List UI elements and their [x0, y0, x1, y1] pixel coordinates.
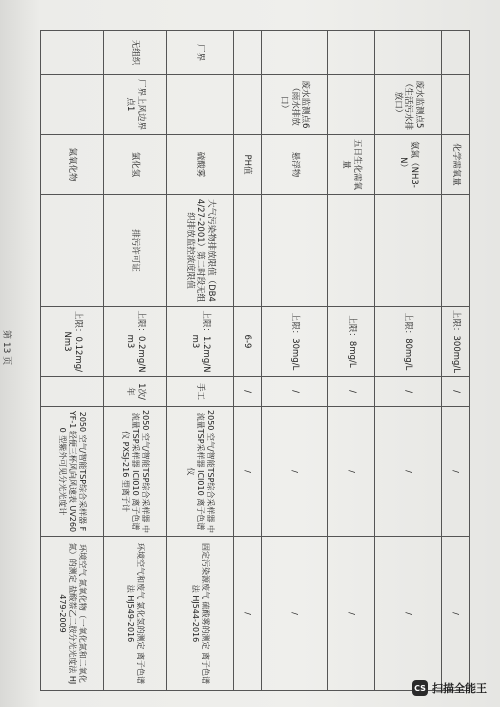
cell-limit: 上限：1.2mg/Nm3 — [167, 307, 233, 377]
cell-item: 氯化氢 — [104, 135, 167, 195]
cell-point — [328, 75, 375, 135]
table-row — [441, 31, 469, 691]
cell-method: 固定污染源废气 硫酸雾的测定 离子色谱法 HJ544-2016 — [167, 537, 233, 691]
cell-item: 五日生化需氧量 — [328, 135, 375, 195]
scanner-logo — [412, 680, 487, 696]
cell-source: 无组织 — [104, 31, 167, 75]
cell-equipment: 2050 空气/智能TSP综合采样器 FYF-1 轻便三杯风向风速表 UV2600 型紫外可见分光光度计 — [41, 407, 104, 537]
cell-freq: / — [328, 377, 375, 407]
cell-point — [233, 75, 261, 135]
cell-item: 硫酸雾 — [167, 135, 233, 195]
table-row — [104, 31, 167, 691]
cell-equipment: / — [261, 407, 327, 537]
cell-source — [261, 31, 327, 75]
page-number: 第 13 页 — [1, 330, 11, 366]
cell-source — [233, 31, 261, 75]
cell-source — [375, 31, 441, 75]
cell-point: 废水监测点6（雨水排放口） — [261, 75, 327, 135]
cell-standard: 大气污染物排放限值（DB44/27-2001）第二时段无组织排放监控浓度限值 — [167, 195, 233, 307]
logo-text: 扫描全能王 — [432, 682, 487, 695]
table-row — [375, 31, 441, 691]
cell-standard — [375, 195, 441, 307]
cs-logo-icon: CS — [412, 680, 428, 696]
cell-freq: / — [375, 377, 441, 407]
cell-standard — [233, 195, 261, 307]
cell-limit: 上限：8mg/L — [328, 307, 375, 377]
cell-standard — [441, 195, 469, 307]
cell-source — [328, 31, 375, 75]
cell-standard — [328, 195, 375, 307]
cell-limit: 上限：30mg/L — [261, 307, 327, 377]
cell-method: 环境空气和废气 氯化氢的测定 离子色谱法 HJ549-2016 — [104, 537, 167, 691]
cell-equipment: 2050 空气/智能TSP综合采样器 中流量TSP采样器 ICI010 离子色谱仪 — [167, 407, 233, 537]
cell-method: / — [328, 537, 375, 691]
cell-method: / — [261, 537, 327, 691]
cell-item: 化学需氧量 — [441, 135, 469, 195]
cell-limit: 上限：300mg/L — [441, 307, 469, 377]
cell-point — [441, 75, 469, 135]
cell-freq: / — [441, 377, 469, 407]
table-row — [328, 31, 375, 691]
cell-standard — [261, 195, 327, 307]
cell-freq: / — [261, 377, 327, 407]
cell-item: 氨氮（NH3-N） — [375, 135, 441, 195]
cell-source — [441, 31, 469, 75]
cell-point — [41, 75, 104, 135]
cell-method: / — [375, 537, 441, 691]
cell-limit: 上限：0.2mg/Nm3 — [104, 307, 167, 377]
cell-limit: 上限：0.12mg/Nm3 — [41, 307, 104, 377]
cell-item: 氮氧化物 — [41, 135, 104, 195]
table-row — [233, 31, 261, 691]
cell-freq: / — [233, 377, 261, 407]
cell-equipment: / — [233, 407, 261, 537]
cell-freq: 1次/年 — [104, 377, 167, 407]
cell-item: 悬浮物 — [261, 135, 327, 195]
cell-limit: 6-9 — [233, 307, 261, 377]
rotated-table-wrapper — [40, 30, 470, 690]
cell-point — [167, 75, 233, 135]
cell-equipment: / — [441, 407, 469, 537]
cell-limit: 上限：80mg/L — [375, 307, 441, 377]
table-row — [167, 31, 233, 691]
cell-freq: 手工 — [167, 377, 233, 407]
cell-standard — [41, 195, 104, 307]
cell-source: 厂界 — [167, 31, 233, 75]
cell-method: / — [233, 537, 261, 691]
table-row — [41, 31, 104, 691]
cell-method: 环境空气 氮氧化物（一氧化氮和二氧化氮）的测定 盐酸萘乙二胺分光光度法 HJ 479-2009 — [41, 537, 104, 691]
cell-item: PH值 — [233, 135, 261, 195]
cell-point: 废水监测点5（生活污水排放口） — [375, 75, 441, 135]
cell-point: 厂界上风边界点1 — [104, 75, 167, 135]
cell-equipment: / — [375, 407, 441, 537]
cell-equipment: 2050 空气/智能TSP综合采样器 中流量TSP采样器 ICI010 离子色谱仪 PXSJ-216 型离子计 — [104, 407, 167, 537]
cell-freq — [41, 377, 104, 407]
monitoring-table — [40, 30, 470, 691]
cell-standard: 排污许可证 — [104, 195, 167, 307]
cell-source — [41, 31, 104, 75]
cell-equipment: / — [328, 407, 375, 537]
table-row — [261, 31, 327, 691]
cell-method: / — [441, 537, 469, 691]
